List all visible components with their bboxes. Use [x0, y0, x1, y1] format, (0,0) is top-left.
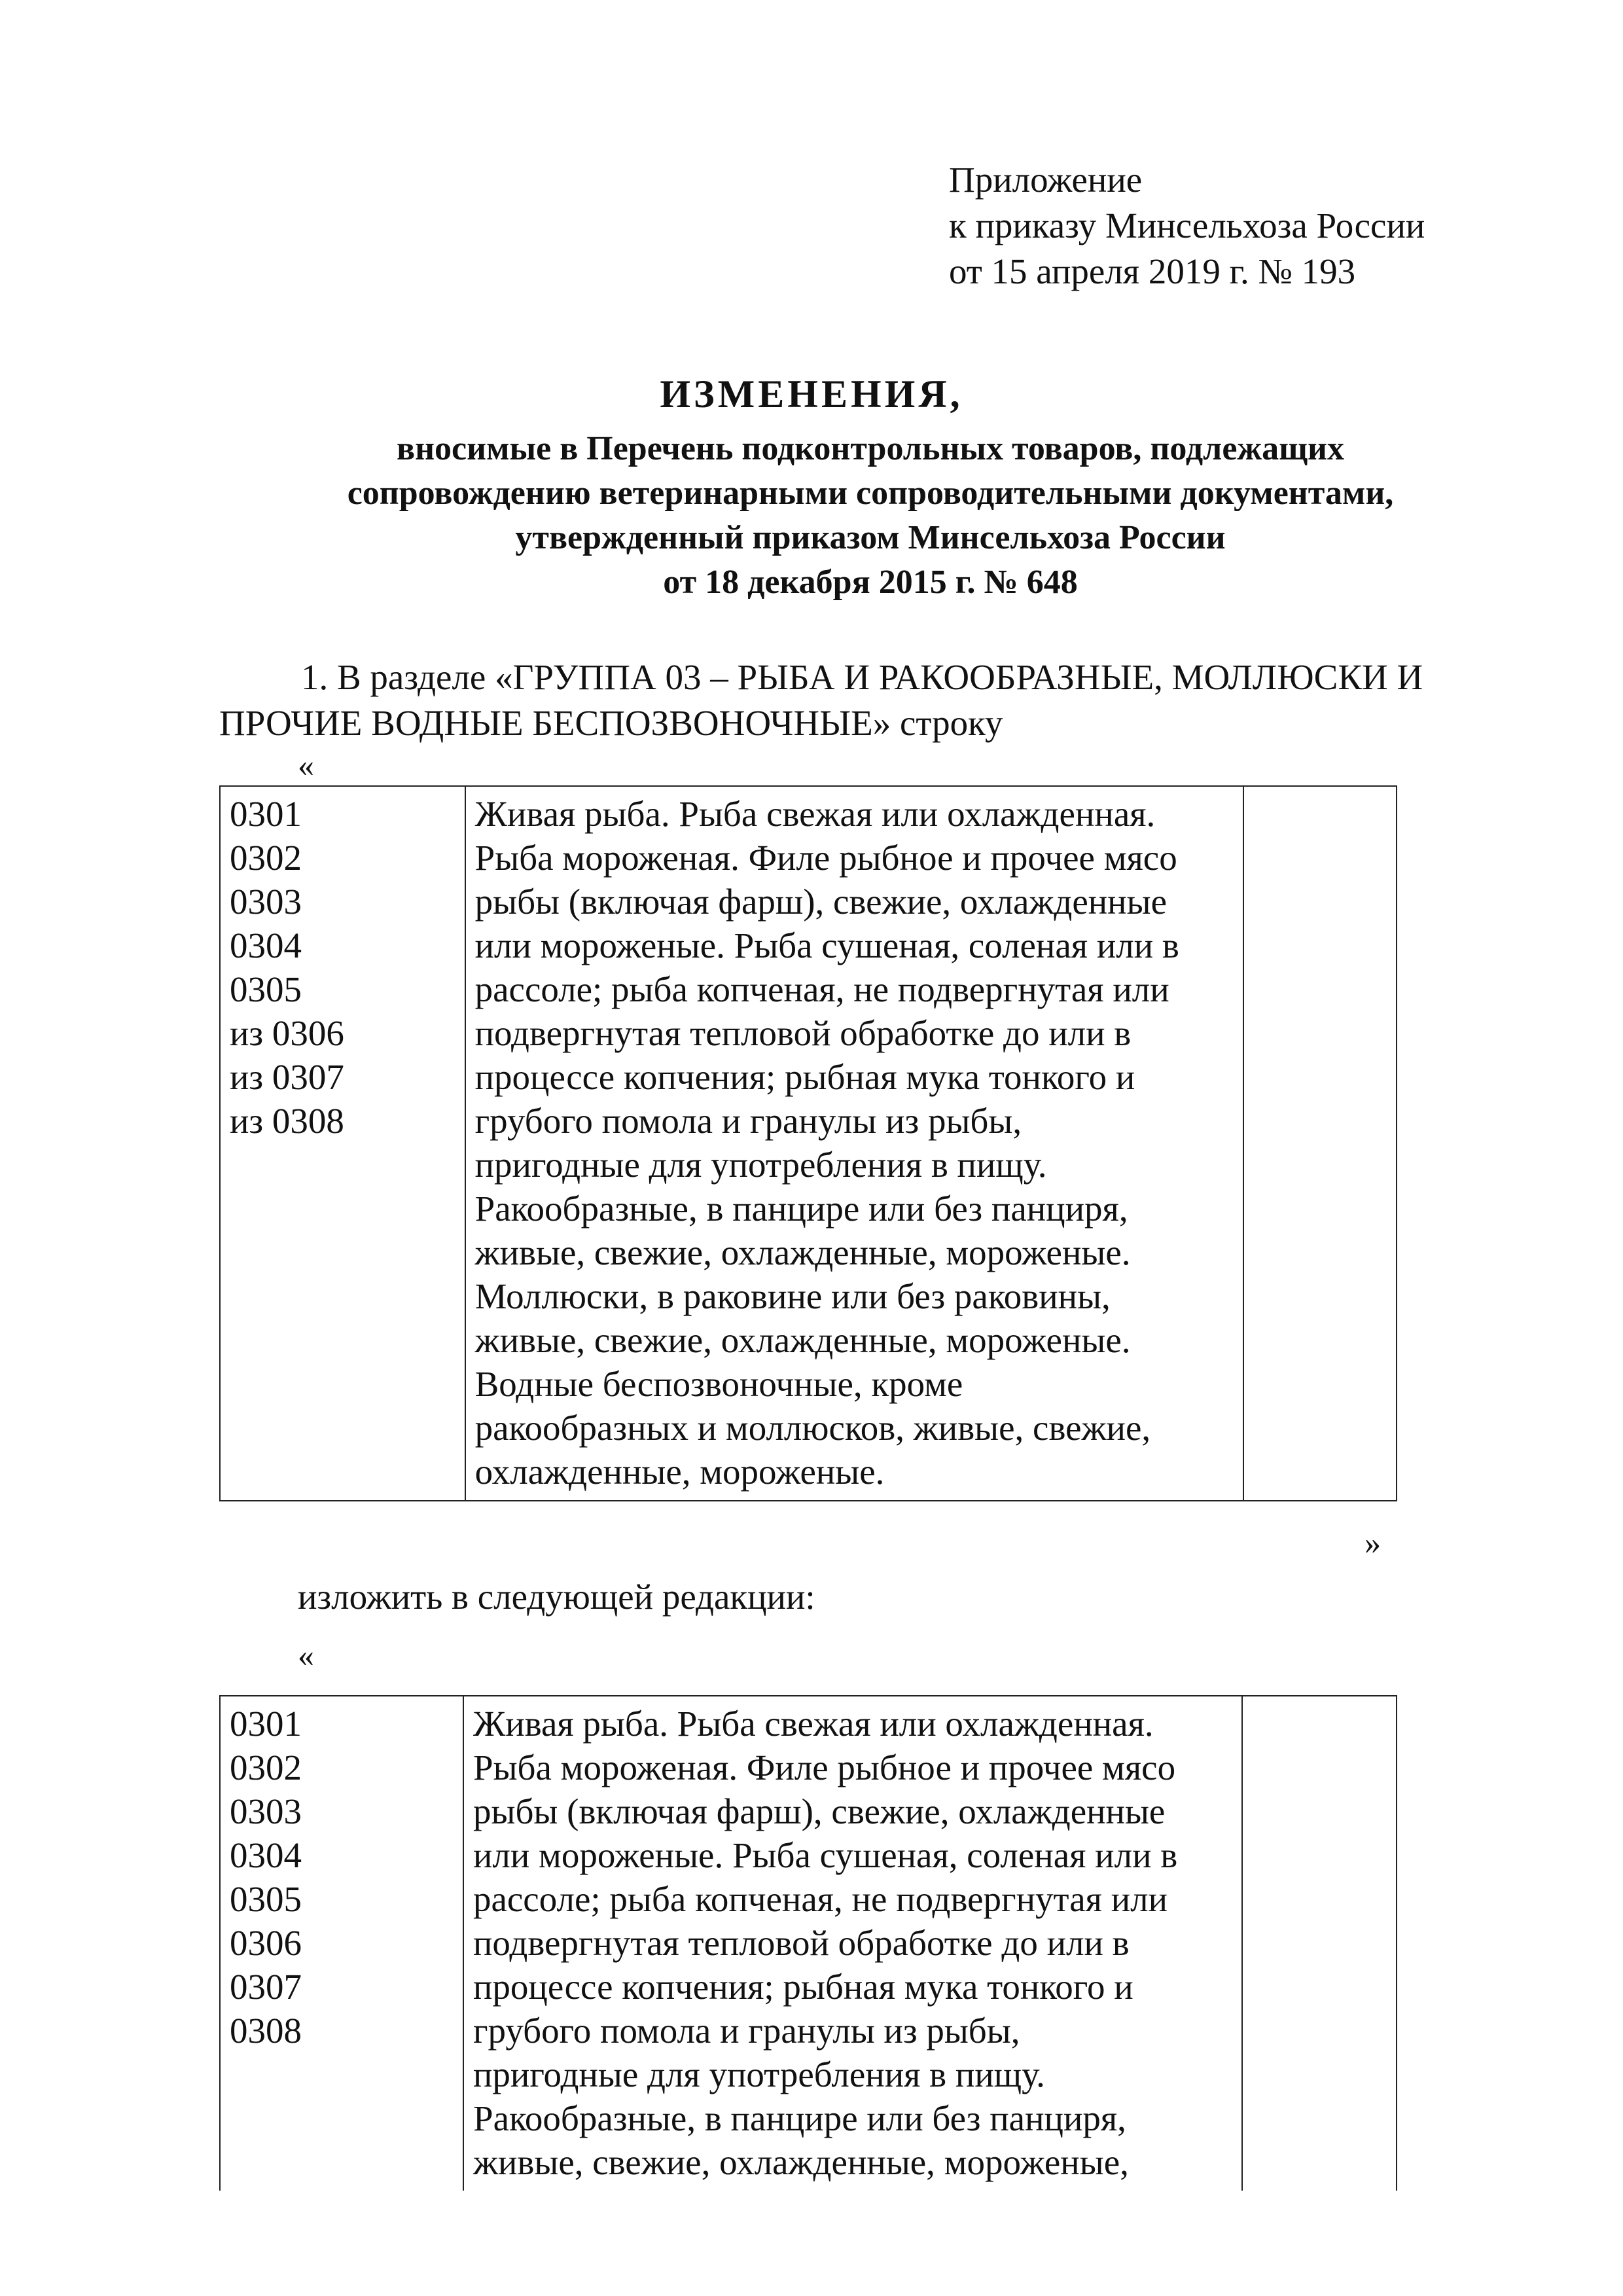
description-line: пригодные для употребления в пищу. — [473, 2054, 1045, 2094]
description-line: пригодные для употребления в пищу. — [474, 1145, 1047, 1185]
description-line: грубого помола и гранулы из рыбы, — [474, 1101, 1022, 1141]
description-line: процессе копчения; рыбная мука тонкого и — [473, 1967, 1133, 2007]
description-line: или мороженые. Рыба сушеная, соленая или в — [473, 1835, 1178, 1875]
description-line: живые, свежие, охлажденные, мороженые. — [474, 1320, 1131, 1360]
code-item: 0301 — [230, 1704, 302, 1744]
description-line: рыбы (включая фарш), свежие, охлажденные — [474, 882, 1167, 922]
code-item: из 0306 — [230, 1013, 344, 1053]
code-item: 0306 — [230, 1923, 302, 1963]
item-1-line-1: 1. В разделе «ГРУППА 03 – РЫБА И РАКООБРАЗНЫЕ, МОЛЛЮСКИ И — [301, 657, 1423, 697]
annex-line-1: Приложение — [949, 160, 1143, 200]
code-item: 0304 — [230, 925, 302, 965]
description-line: грубого помола и гранулы из рыбы, — [473, 2011, 1020, 2051]
code-item: 0301 — [230, 794, 302, 834]
empty-cell — [1242, 1696, 1397, 2191]
description-cell — [463, 1696, 1242, 2191]
description-line: Моллюски, в раковине или без раковины, — [474, 1276, 1111, 1316]
description-line: рассоле; рыба копченая, не подвергнутая или — [474, 969, 1169, 1009]
description-cell — [465, 786, 1243, 1501]
annex-line-2: к приказу Минсельхоза России — [949, 206, 1425, 245]
description-line: охлажденные, мороженые. — [474, 1452, 885, 1492]
annex-line-3: от 15 апреля 2019 г. № 193 — [949, 251, 1356, 291]
description-line: Рыба мороженая. Филе рыбное и прочее мясо — [474, 838, 1177, 878]
code-item: 0308 — [230, 2011, 302, 2051]
description-line: подвергнутая тепловой обработке до или в — [473, 1923, 1130, 1963]
description-line: Водные беспозвоночные, кроме — [474, 1364, 963, 1404]
code-item: 0302 — [230, 838, 302, 878]
new-row-table — [219, 1695, 1397, 2191]
subtitle-line-2: сопровождению ветеринарными сопроводительными документами, — [347, 475, 1394, 512]
codes-cell — [220, 786, 465, 1501]
description-line: Рыба мороженая. Филе рыбное и прочее мясо — [473, 1748, 1176, 1787]
document-subtitle — [196, 427, 1544, 605]
empty-cell — [1243, 786, 1397, 1501]
instruction-text: изложить в следующей редакции: — [298, 1577, 815, 1617]
code-item: 0303 — [230, 1791, 302, 1831]
table-row — [220, 786, 1397, 1501]
code-item: 0303 — [230, 882, 302, 922]
description-line: рассоле; рыба копченая, не подвергнутая или — [473, 1879, 1168, 1919]
annex-header — [949, 157, 1425, 295]
item-1-line-2: ПРОЧИЕ ВОДНЫЕ БЕСПОЗВОНОЧНЫЕ» строку — [219, 703, 1003, 743]
description-line: процессе копчения; рыбная мука тонкого и — [474, 1057, 1135, 1097]
old-row-table — [219, 785, 1397, 1501]
code-item: 0305 — [230, 1879, 302, 1919]
description-line: Ракообразные, в панцире или без панциря, — [474, 1189, 1128, 1229]
code-item: из 0308 — [230, 1101, 344, 1141]
code-item: 0307 — [230, 1967, 302, 2007]
description-line: Живая рыба. Рыба свежая или охлажденная. — [474, 794, 1156, 834]
description-line: живые, свежие, охлажденные, мороженые. — [474, 1232, 1131, 1272]
description-line: Ракообразные, в панцире или без панциря, — [473, 2098, 1126, 2138]
table-row — [220, 1696, 1397, 2191]
description-line: или мороженые. Рыба сушеная, соленая или в — [474, 925, 1179, 965]
description-line: Живая рыба. Рыба свежая или охлажденная. — [473, 1704, 1154, 1744]
open-quote-old: « — [298, 747, 314, 783]
code-item: 0302 — [230, 1748, 302, 1787]
code-item: 0304 — [230, 1835, 302, 1875]
open-quote-new: « — [298, 1637, 314, 1674]
code-item: 0305 — [230, 969, 302, 1009]
subtitle-line-4: от 18 декабря 2015 г. № 648 — [663, 564, 1078, 601]
subtitle-line-1: вносимые в Перечень подконтрольных товаров, подлежащих — [397, 430, 1344, 467]
codes-cell — [220, 1696, 463, 2191]
subtitle-line-3: утвержденный приказом Минсельхоза России — [515, 519, 1226, 556]
description-line: рыбы (включая фарш), свежие, охлажденные — [473, 1791, 1166, 1831]
description-line: ракообразных и моллюсков, живые, свежие, — [474, 1408, 1151, 1448]
description-line: подвергнутая тепловой обработке до или в — [474, 1013, 1132, 1053]
document-title: ИЗМЕНЕНИЯ, — [660, 372, 963, 416]
close-quote-old: » — [1364, 1524, 1381, 1561]
code-item: из 0307 — [230, 1057, 344, 1097]
description-line: живые, свежие, охлажденные, мороженые, — [473, 2142, 1129, 2182]
